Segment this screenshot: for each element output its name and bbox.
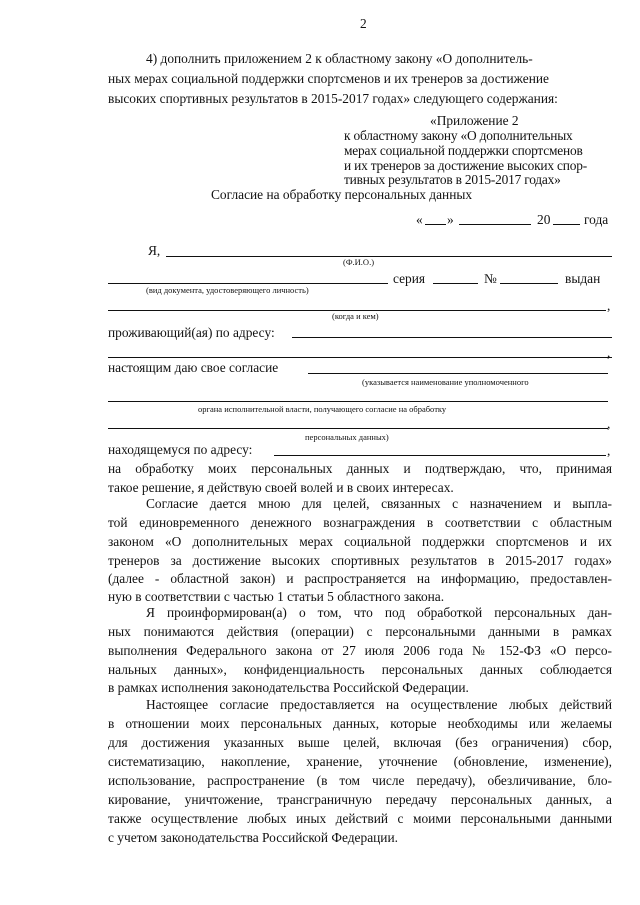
- para2-line-2: ных понимаются действия (операции) с персональными данными в рамках: [108, 624, 612, 639]
- form-title: Согласие на обработку персональных данных: [211, 187, 473, 202]
- issued-label: выдан: [565, 271, 601, 286]
- para2-line-3: выполнения Федерального закона от 27 июля 2006 года № 152-ФЗ «О персо-: [108, 643, 612, 658]
- para1-line-2: той единовременного денежного вознаграждения в соответствии с областным: [108, 515, 612, 530]
- authority-name-field-2[interactable]: [108, 401, 608, 402]
- residing-label: проживающий(ая) по адресу:: [108, 325, 275, 340]
- authority-name-field[interactable]: [308, 373, 608, 374]
- para1-line-3: законом «О дополнительных мерах социальной поддержки спортсменов и их: [108, 534, 612, 549]
- authority-caption-3: персональных данных): [305, 432, 389, 442]
- appendix-line-4: тивных результатов в 2015-2017 годах»: [344, 172, 561, 187]
- residing-address-field[interactable]: [292, 337, 612, 338]
- para2-line-5: в рамках исполнения законодательства Российской Федерации.: [108, 680, 469, 695]
- page-number: 2: [360, 16, 367, 31]
- authority-caption-2: органа исполнительной власти, получающего согласие на обработку: [198, 404, 447, 414]
- issued-by-caption: (когда и кем): [332, 311, 379, 321]
- number-field[interactable]: [500, 283, 558, 284]
- para1-line-6: ную в соответствии с частью 1 статьи 5 областного закона.: [108, 589, 445, 604]
- para2-line-1: Я проинформирован(а) о том, что под обработкой персональных дан-: [146, 605, 612, 620]
- para1-line-5: (далее - областной закон) и распространяется на информацию, предоставлен-: [108, 571, 612, 586]
- date-year-word: года: [584, 212, 609, 227]
- issued-by-comma: ,: [607, 298, 611, 313]
- date-close-quote: »: [447, 212, 454, 227]
- para3-line-8: с учетом законодательства Российской Федерации.: [108, 830, 398, 845]
- appendix-title: «Приложение 2: [430, 113, 519, 128]
- para3-line-4: систематизацию, накопление, хранение, уточнение (обновление, изменение),: [108, 754, 612, 769]
- located-label: находящемуся по адресу:: [108, 442, 253, 457]
- para3-line-5: использование, распространение (в том числе передачу), обезличивание, бло-: [108, 773, 612, 788]
- authority-comma: ,: [607, 416, 611, 431]
- appendix-line-2: мерах социальной поддержки спортсменов: [344, 143, 583, 158]
- date-month-field[interactable]: [459, 224, 531, 225]
- series-field[interactable]: [433, 283, 478, 284]
- authority-name-field-3[interactable]: [108, 428, 608, 429]
- after-located-line-2: такое решение, я действую своей волей и в своих интересах.: [108, 480, 454, 495]
- date-day-field[interactable]: [425, 224, 446, 225]
- after-located-line-1: на обработку моих персональных данных и подтверждаю, что, принимая: [108, 461, 612, 476]
- number-label: №: [484, 271, 497, 286]
- para1-line-1: Согласие дается мною для целей, связанных с назначением и выпла-: [146, 496, 612, 511]
- consent-label: настоящим даю свое согласие: [108, 360, 279, 375]
- located-comma: ,: [607, 443, 611, 458]
- para3-line-1: Настоящее согласие предоставляется на осуществление любых действий: [146, 697, 612, 712]
- fio-caption: (Ф.И.О.): [343, 257, 375, 267]
- fio-field[interactable]: [166, 256, 612, 257]
- para2-line-4: нальных данных», конфиденциальность персональных данных соблюдается: [108, 662, 612, 677]
- authority-caption-1: (указывается наименование уполномоченного: [362, 377, 529, 387]
- document-type-field[interactable]: [108, 283, 388, 284]
- series-label: серия: [393, 271, 426, 286]
- appendix-line-3: и их тренеров за достижение высоких спор-: [344, 158, 588, 173]
- date-open-quote: «: [416, 212, 423, 227]
- para1-line-4: тренеров за достижение высоких спортивных результатов в 2015-2017 годах»: [108, 553, 612, 568]
- para3-line-6: кирование, уничтожение, трансграничную передачу персональных данных, а: [108, 792, 612, 807]
- intro-line-2: ных мерах социальной поддержки спортсменов и их тренеров за достижение: [108, 71, 549, 86]
- appendix-line-1: к областному закону «О дополнительных: [344, 128, 573, 143]
- i-label: Я,: [148, 243, 161, 258]
- residing-address-field-2[interactable]: [108, 357, 612, 358]
- intro-line-3: высоких спортивных результатов в 2015-2017 годах» следующего содержания:: [108, 91, 558, 106]
- located-address-field[interactable]: [274, 455, 606, 456]
- intro-line-1: 4) дополнить приложением 2 к областному закону «О дополнитель-: [146, 51, 533, 66]
- document-type-caption: (вид документа, удостоверяющего личность): [146, 285, 309, 295]
- date-century: 20: [537, 212, 551, 227]
- date-year-field[interactable]: [553, 224, 580, 225]
- para3-line-2: в отношении моих персональных данных, которые необходимы или желаемы: [108, 716, 612, 731]
- residing-comma: ,: [607, 345, 611, 360]
- para3-line-7: также осуществление любых иных действий с моими персональными данными: [108, 811, 612, 826]
- para3-line-3: для достижения указанных выше целей, включая (без ограничения) сбор,: [108, 735, 612, 750]
